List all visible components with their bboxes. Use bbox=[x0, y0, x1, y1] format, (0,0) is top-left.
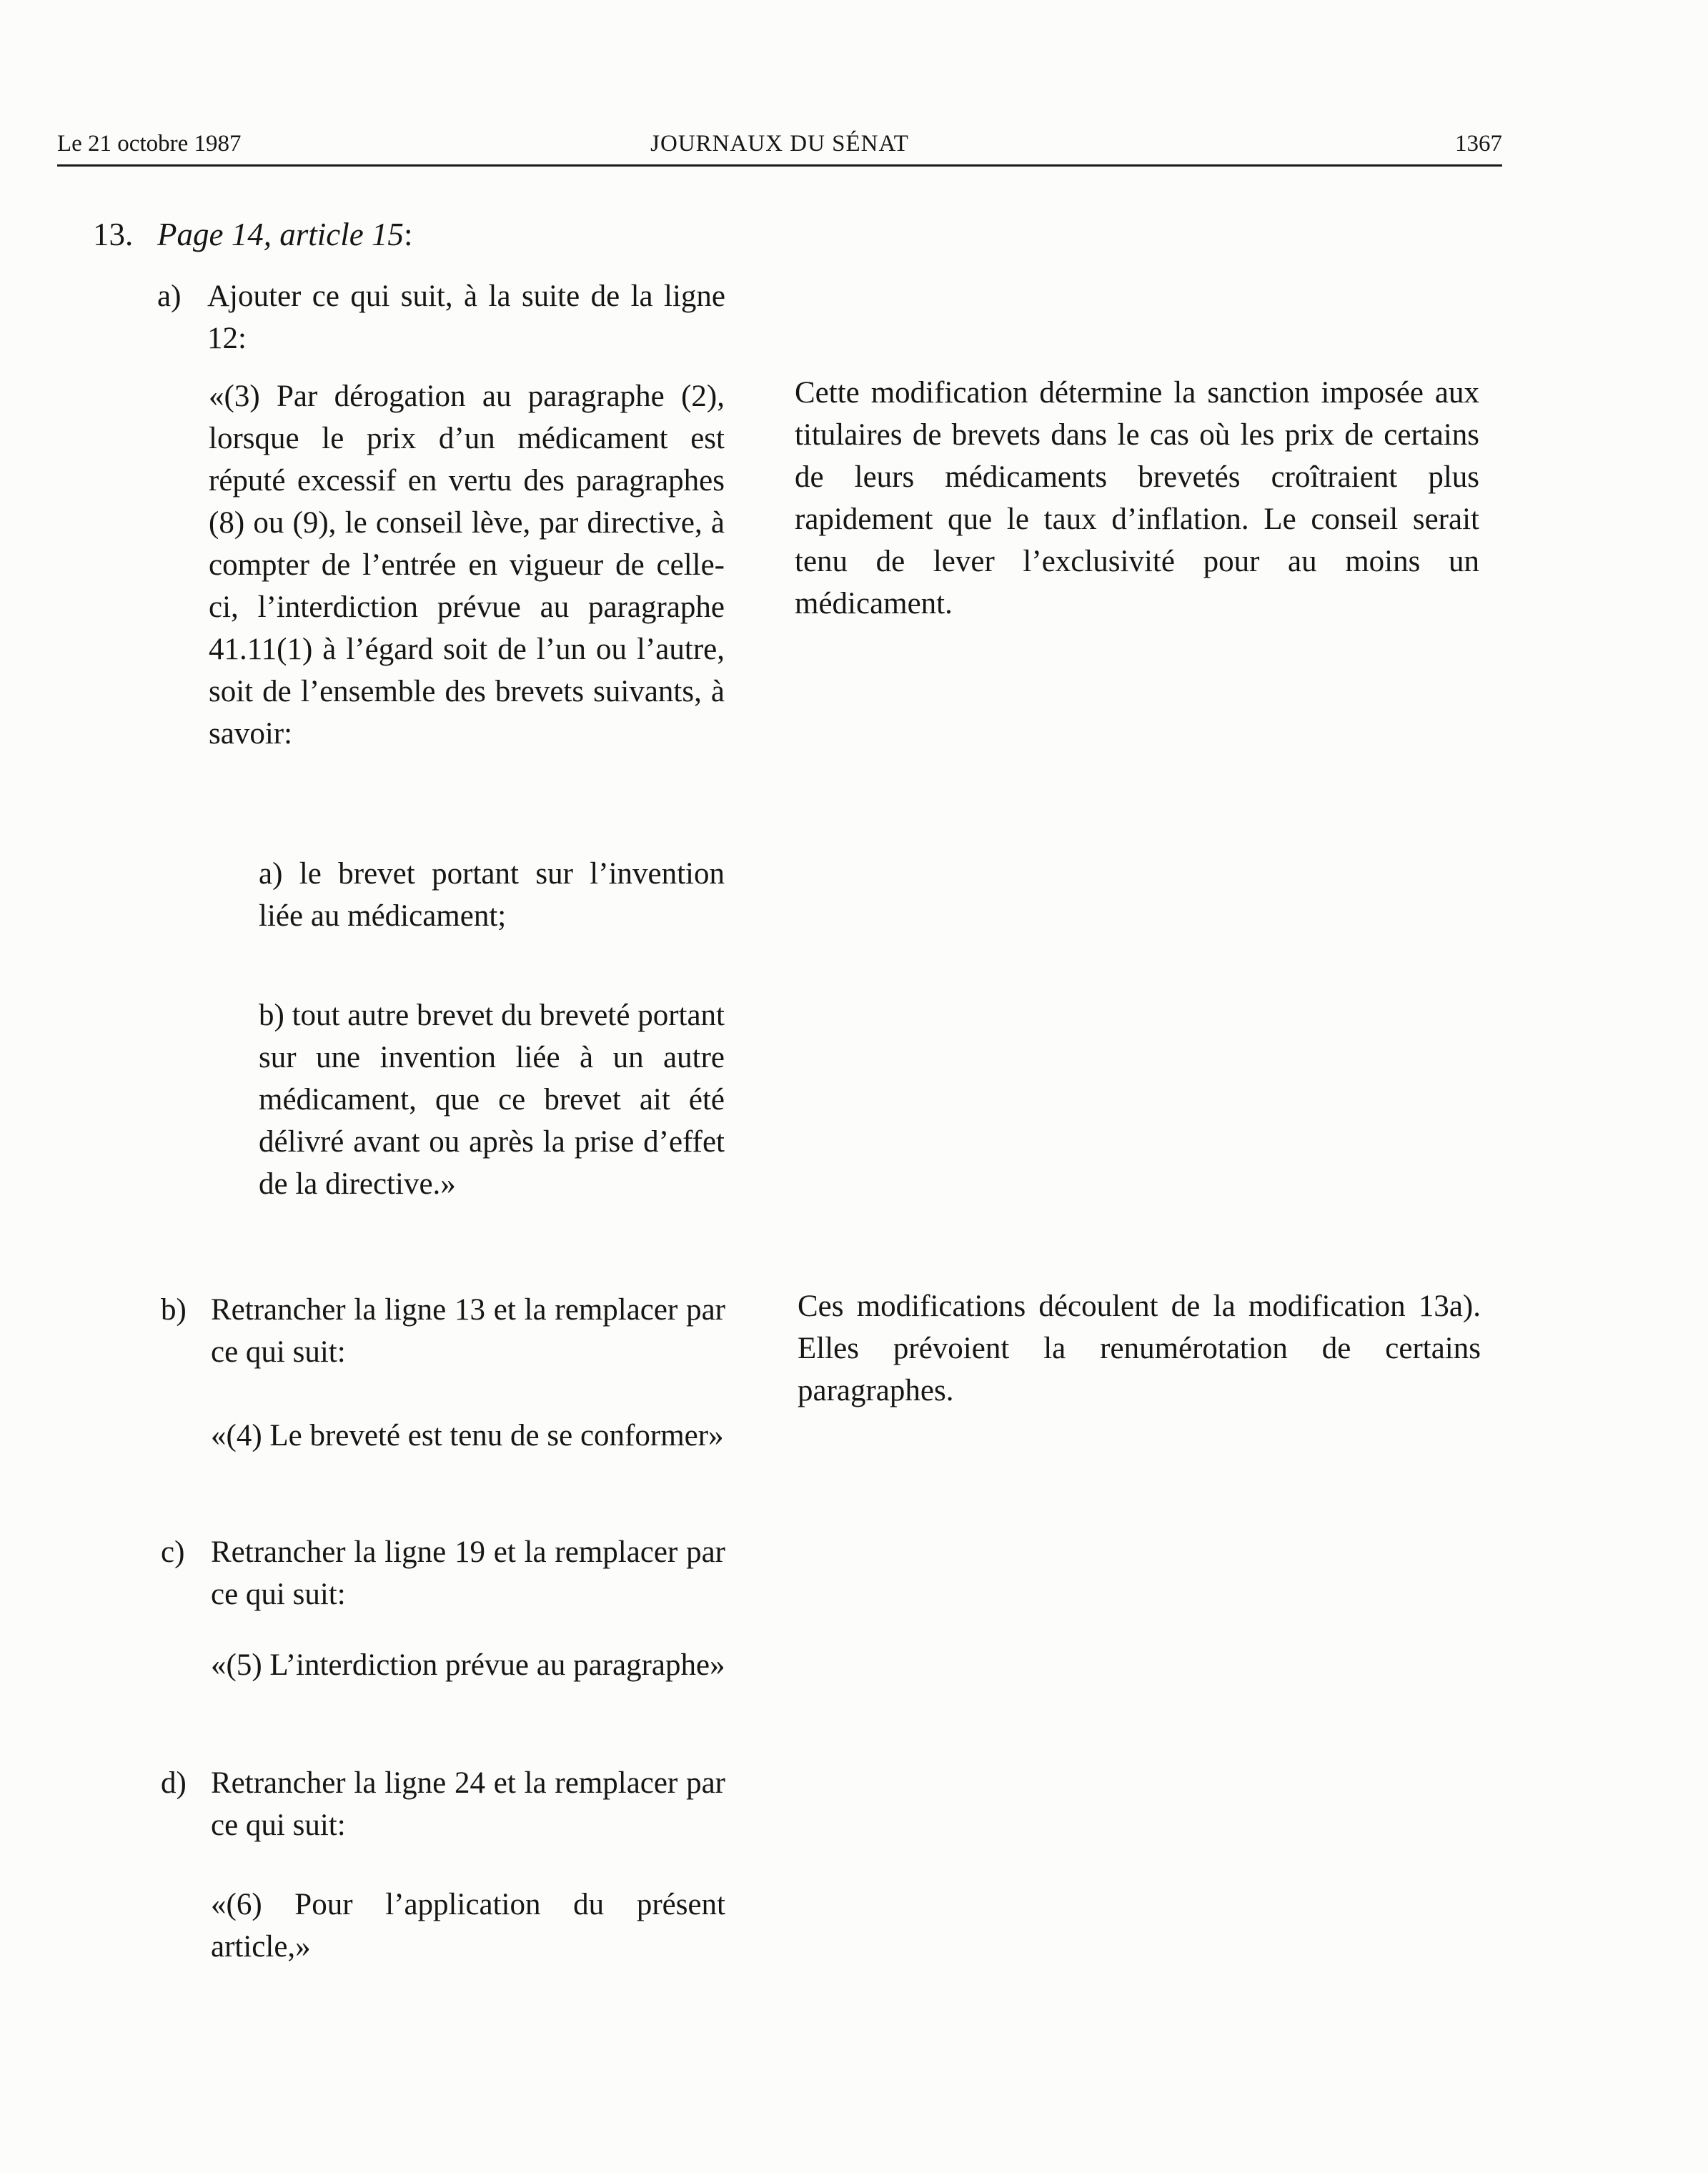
item-d-instruction: Retrancher la ligne 24 et la remplacer par ce qui suit: bbox=[211, 1766, 725, 1842]
item-b-instruction-block bbox=[161, 1289, 725, 1373]
item-b-quote: «(4) Le breveté est tenu de se conformer» bbox=[211, 1419, 724, 1452]
item-c-instruction: Retrancher la ligne 19 et la remplacer par ce qui suit: bbox=[211, 1535, 725, 1611]
item-c-quote: «(5) L’interdiction prévue au paragraphe» bbox=[211, 1648, 725, 1682]
item-c-label: c) bbox=[161, 1535, 185, 1569]
item-b-label: b) bbox=[161, 1293, 187, 1327]
item-a-sub-b: b) tout autre brevet du breveté portant sur une invention liée à un autre médicament, que ce brevet ait été délivré avant ou après la prise d’effet de la directive.» bbox=[259, 999, 725, 1201]
item-a-instruction-block bbox=[157, 275, 725, 360]
page-header bbox=[57, 123, 1502, 167]
header-date: Le 21 octobre 1987 bbox=[57, 131, 242, 157]
item-d-label: d) bbox=[161, 1766, 187, 1800]
item-a-note: Cette modification détermine la sanction imposée aux titulaires de brevets dans le cas où les prix de certains de leurs médicaments brevetés croîtraient plus rapidement que le taux d’inflation. Le conseil serait tenu de lever l’exclusivité pour au moins un médicament. bbox=[795, 376, 1479, 620]
item-d-instruction-block bbox=[161, 1762, 725, 1846]
section-title-colon: : bbox=[403, 217, 413, 252]
header-page-number: 1367 bbox=[1455, 131, 1502, 157]
item-b-note: Ces modifications découlent de la modification 13a). Elles prévoient la renumérotation de certains paragraphes. bbox=[798, 1290, 1481, 1407]
item-b-instruction: Retrancher la ligne 13 et la remplacer par ce qui suit: bbox=[211, 1293, 725, 1369]
section-heading bbox=[93, 213, 412, 256]
item-a-label: a) bbox=[157, 279, 182, 313]
section-number: 13. bbox=[93, 217, 134, 252]
item-a-sub-a: a) le brevet portant sur l’invention liée au médicament; bbox=[259, 857, 725, 933]
item-a-quote: «(3) Par dérogation au paragraphe (2), lorsque le prix d’un médicament est réputé excessif en vertu des paragraphes (8) ou (9), le conseil lève, par directive, à compter de l’entrée en vigueur de celle-ci, l’interdiction prévue au paragraphe 41.11(1) à l’égard soit de l’un ou l’autre, soit de l’ensemble des brevets suivants, à savoir: bbox=[209, 380, 725, 751]
item-a-instruction: Ajouter ce qui suit, à la suite de la ligne 12: bbox=[207, 279, 725, 355]
item-d-quote: «(6) Pour l’application du présent article,» bbox=[211, 1888, 725, 1964]
item-c-instruction-block bbox=[161, 1531, 725, 1615]
header-journal-title: JOURNAUX DU SÉNAT bbox=[650, 131, 909, 157]
section-title: Page 14, article 15 bbox=[157, 217, 404, 252]
